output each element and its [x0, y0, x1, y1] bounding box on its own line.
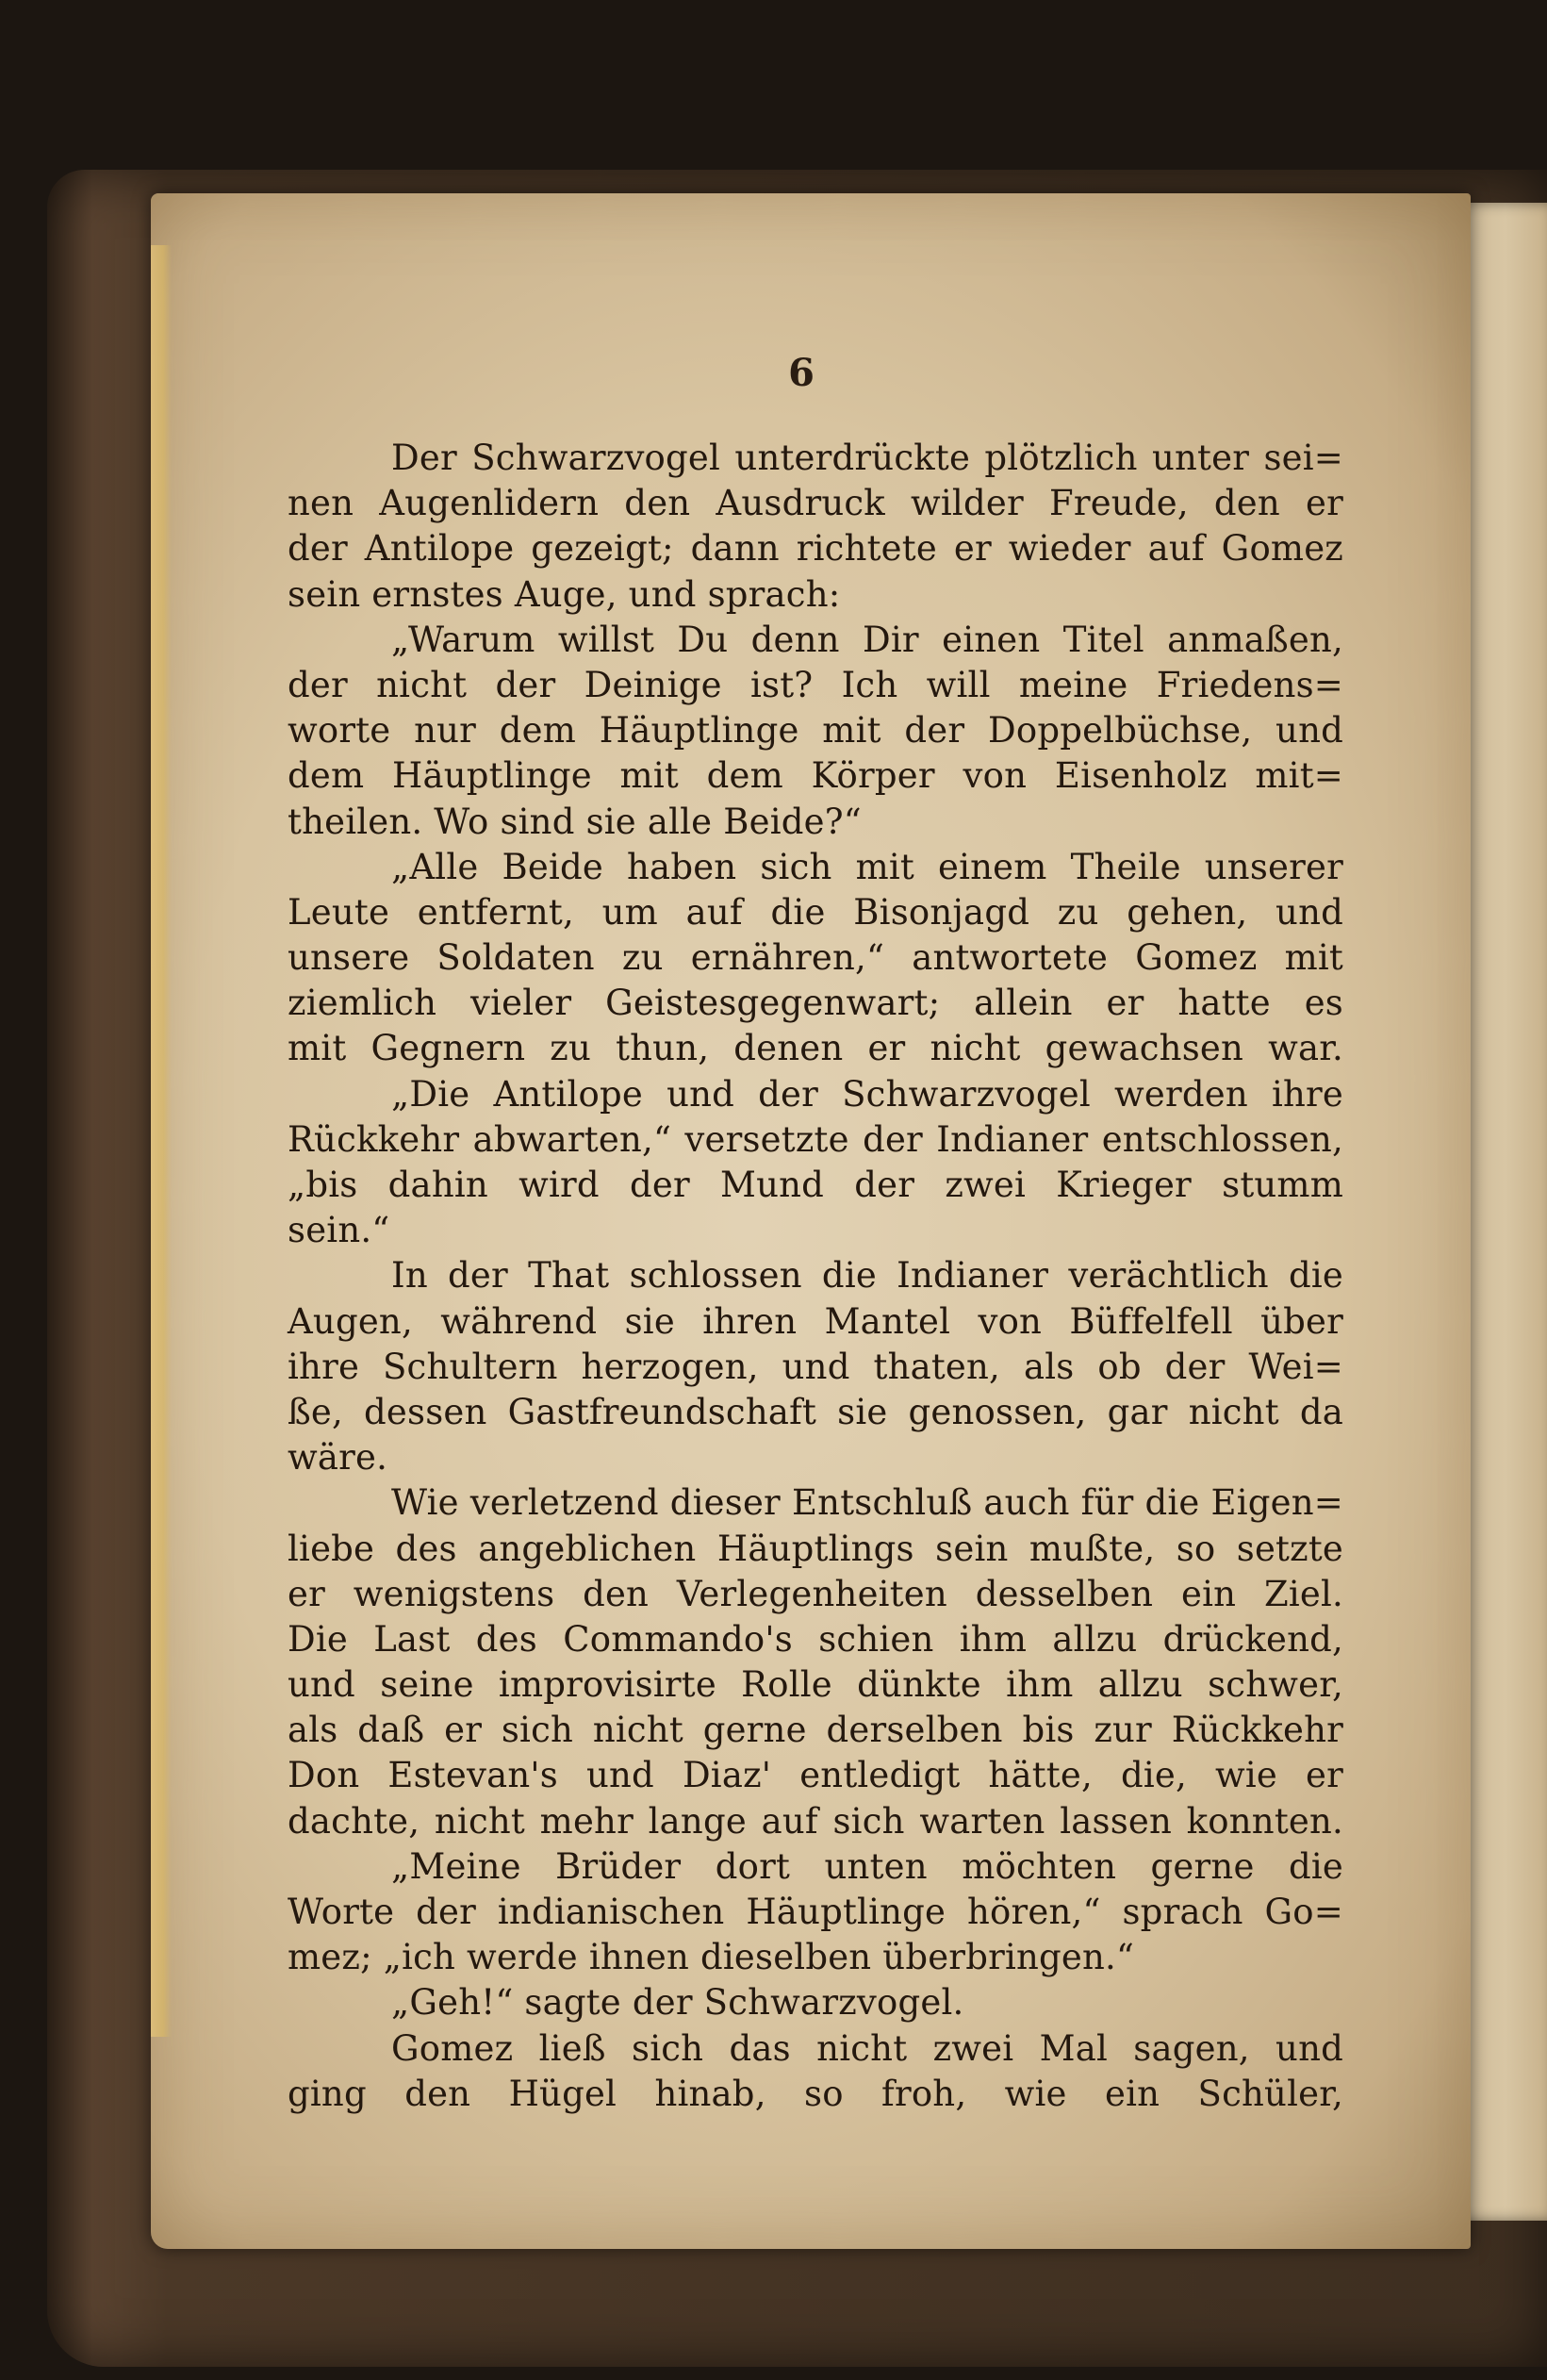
text-line: ße, dessen Gastfreundschaft sie genossen, gar nicht da	[288, 1391, 1343, 1432]
text-line: worte nur dem Häuptlinge mit der Doppelbüchse, und	[288, 710, 1343, 752]
text-line: Der Schwarzvogel unterdrückte plötzlich unter sei=	[391, 438, 1343, 478]
page-gutter-stain	[151, 245, 172, 2037]
text-line: Wie verletzend dieser Entschluß auch für die Eigen=	[391, 1482, 1343, 1524]
text-line: Die Last des Commando's schien ihm allzu drückend,	[288, 1618, 1343, 1660]
text-line: „Geh!“ sagte der Schwarzvogel.	[391, 1982, 964, 2024]
text-line: „Warum willst Du denn Dir einen Titel anmaßen,	[391, 619, 1343, 660]
page-number: 6	[788, 351, 815, 395]
text-line: und seine improvisirte Rolle dünkte ihm allzu schwer,	[288, 1664, 1343, 1706]
text-line: „Meine Brüder dort unten möchten gerne die	[391, 1845, 1343, 1887]
text-line: Don Estevan's und Diaz' entledigt hätte, die, wie er	[288, 1755, 1343, 1796]
text-line: als daß er sich nicht gerne derselben bis zur Rückkehr	[288, 1710, 1343, 1751]
text-line: Gomez ließ sich das nicht zwei Mal sagen, und	[391, 2027, 1343, 2069]
text-line: In der That schlossen die Indianer verächtlich die	[391, 1255, 1343, 1297]
text-line: mit Gegnern zu thun, denen er nicht gewachsen war.	[288, 1028, 1343, 1069]
text-line: nen Augenlidern den Ausdruck wilder Freude, den er	[288, 483, 1343, 524]
text-line: der nicht der Deinige ist? Ich will meine Friedens=	[288, 664, 1343, 705]
text-line: der Antilope gezeigt; dann richtete er wieder auf Gomez	[288, 528, 1343, 570]
text-line: sein ernstes Auge, und sprach:	[288, 573, 841, 615]
body-text	[288, 436, 1343, 2117]
text-line: theilen. Wo sind sie alle Beide?“	[288, 801, 862, 842]
text-line: unsere Soldaten zu ernähren,“ antwortete Gomez mit	[288, 937, 1343, 979]
text-line: wäre.	[288, 1437, 388, 1479]
text-line: „Alle Beide haben sich mit einem Theile unserer	[391, 846, 1343, 887]
text-line: ziemlich vieler Geistesgegenwart; allein er hatte es	[288, 983, 1343, 1024]
text-line: ging den Hügel hinab, so froh, wie ein Schüler,	[288, 2073, 1343, 2114]
text-line: mez; „ich werde ihnen dieselben überbringen.“	[288, 1937, 1135, 1978]
text-line: ihre Schultern herzogen, und thaten, als ob der Wei=	[288, 1346, 1343, 1387]
text-line: dem Häuptlinge mit dem Körper von Eisenholz mit=	[288, 755, 1343, 797]
text-line: sein.“	[288, 1210, 390, 1251]
text-line: liebe des angeblichen Häuptlings sein mußte, so setzte	[288, 1528, 1343, 1569]
text-line: er wenigstens den Verlegenheiten desselben ein Ziel.	[288, 1573, 1343, 1614]
text-line: Worte der indianischen Häuptlinge hören,“ sprach Go=	[288, 1892, 1343, 1932]
text-line: „Die Antilope und der Schwarzvogel werden ihre	[391, 1073, 1343, 1115]
text-line: Rückkehr abwarten,“ versetzte der Indianer entschlossen,	[288, 1118, 1343, 1160]
text-line: dachte, nicht mehr lange auf sich warten lassen konnten.	[288, 1800, 1343, 1842]
text-line: Augen, während sie ihren Mantel von Büffelfell über	[288, 1300, 1343, 1342]
text-line: Leute entfernt, um auf die Bisonjagd zu gehen, und	[288, 891, 1343, 933]
text-line: „bis dahin wird der Mund der zwei Krieger stumm	[288, 1165, 1343, 1205]
